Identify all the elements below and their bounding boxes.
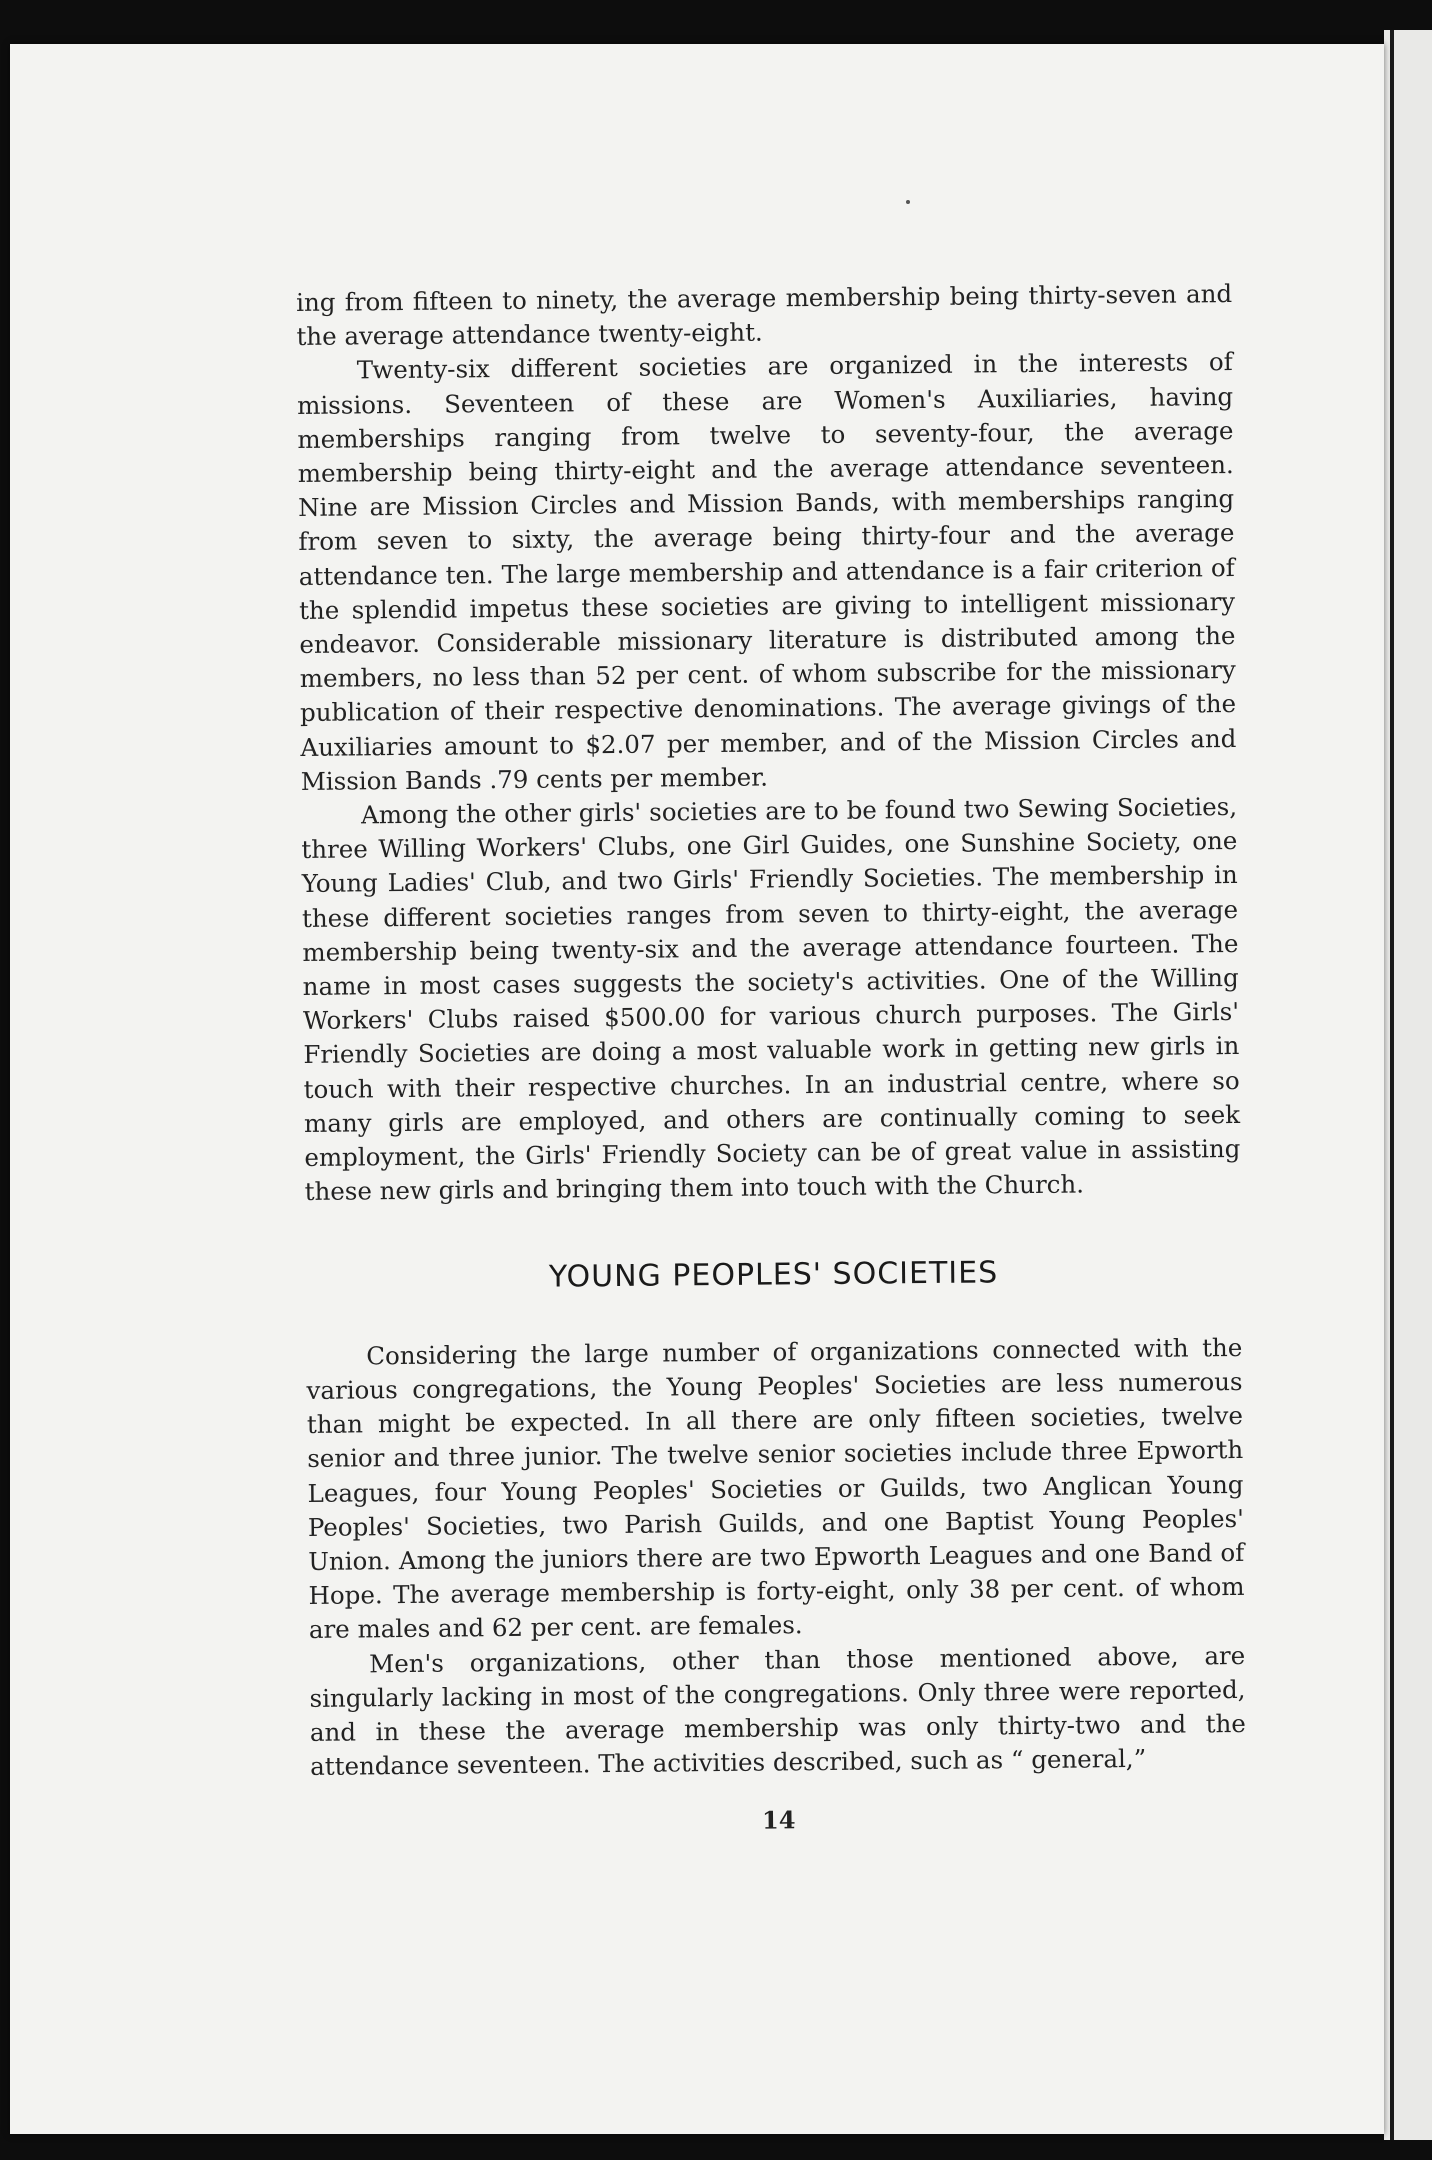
paragraph: Twenty-six different societies are organized in the interests of missions. Seventeen of these are Women's Auxiliaries, having memberships ranging from twelve to seventy-four, the average membership being thirty-eight and the average attendance seventeen. Nine are Mission Circles and Mission Bands, with memberships ranging from seven to sixty, the average being thirty-four and the average attendance ten. The large membership and attendance is a fair criterion of the splendid impetus these societies are giving to intelligent missionary endeavor. Considerable missionary literature is distributed among the members, no less than 52 per cent. of whom subscribe for the missionary publication of their respective denominations. The average givings of the Auxiliaries amount to $2.07 per member, and of the Mission Circles and Mission Bands .79 cents per member. — [297, 347, 1237, 796]
page-text — [296, 277, 1247, 1842]
page-number: 14 — [761, 1805, 796, 1835]
paragraph: Among the other girls' societies are to be found two Sewing Societies, three Willing Workers' Clubs, one Girl Guides, one Sunshine Society, one Young Ladies' Club, and two Girls' Friendly Societies. The membership in these different societies ranges from seven to thirty-eight, the average membership being twenty-six and the average attendance fourteen. The name in most cases suggests the society's activities. One of the Willing Workers' Clubs raised $500.00 for various church purposes. The Girls' Friendly Societies are doing a most valuable work in getting new girls in touch with their respective churches. In an industrial centre, where so many girls are employed, and others are continually coming to seek employment, the Girls' Friendly Society can be of great value in assisting these new girls and bringing them into touch with the Church. — [301, 792, 1241, 1207]
section-heading: YOUNG PEOPLES' SOCIETIES — [548, 1255, 999, 1296]
print-speck — [906, 200, 910, 204]
adjacent-page-edge — [1384, 30, 1432, 2140]
paragraph: Men's organizations, other than those mentioned above, are singularly lacking in most of the congregations. Only three were reported, and in these the average membership was only thirty-two and the attendance seventeen. The activities described, such as “ general,” — [309, 1640, 1246, 1782]
paragraph: Considering the large number of organizations connected with the various congregations, the Young Peoples' Societies are less numerous than might be expected. In all there are only fifteen societies, twelve senior and three junior. The twelve senior societies include three Epworth Leagues, four Young Peoples' Societies or Guilds, two Anglican Young Peoples' Societies, two Parish Guilds, and one Baptist Young Peoples' Union. Among the juniors there are two Epworth Leagues and one Band of Hope. The average membership is forty-eight, only 38 per cent. of whom are males and 62 per cent. are females. — [306, 1332, 1245, 1645]
paragraph: ing from fifteen to ninety, the average membership being thirty-seven and the average attendance twenty-eight. — [296, 279, 1233, 352]
